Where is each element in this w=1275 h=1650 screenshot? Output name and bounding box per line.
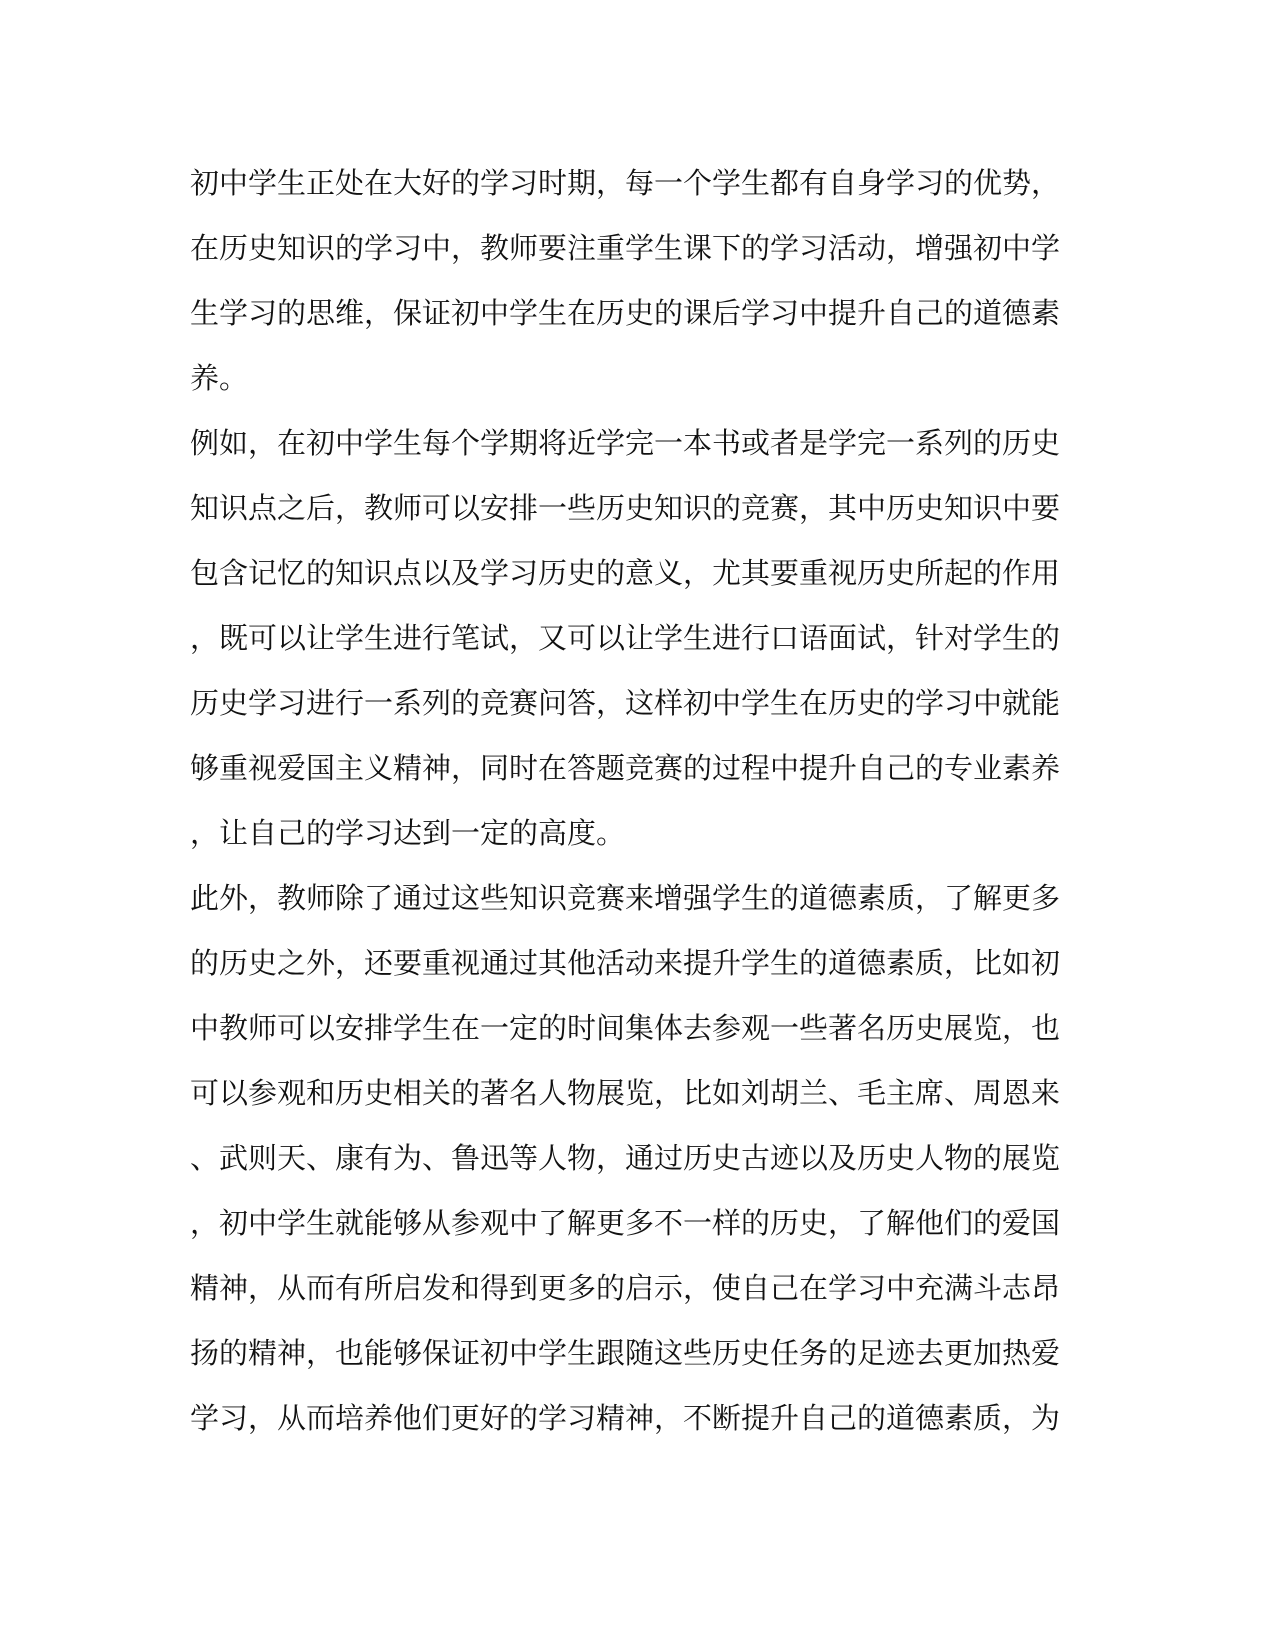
text-line: 生学习的思维，保证初中学生在历史的课后学习中提升自己的道德素 — [190, 296, 1061, 330]
text-line: 此外，教师除了通过这些知识竞赛来增强学生的道德素质，了解更多 — [190, 881, 1061, 915]
text-line: 学习，从而培养他们更好的学习精神，不断提升自己的道德素质，为 — [190, 1401, 1061, 1435]
text-line: 初中学生正处在大好的学习时期，每一个学生都有自身学习的优势， — [190, 166, 1061, 200]
text-line: 例如，在初中学生每个学期将近学完一本书或者是学完一系列的历史 — [190, 426, 1061, 460]
body-text — [190, 151, 1070, 1451]
text-line: ，既可以让学生进行笔试，又可以让学生进行口语面试，针对学生的 — [190, 621, 1061, 655]
text-line: 精神，从而有所启发和得到更多的启示，使自己在学习中充满斗志昂 — [190, 1271, 1061, 1305]
text-line: 包含记忆的知识点以及学习历史的意义，尤其要重视历史所起的作用 — [190, 556, 1061, 590]
text-line: 历史学习进行一系列的竞赛问答，这样初中学生在历史的学习中就能 — [190, 686, 1061, 720]
text-line: 扬的精神，也能够保证初中学生跟随这些历史任务的足迹去更加热爱 — [190, 1336, 1061, 1370]
text-line: 知识点之后，教师可以安排一些历史知识的竞赛，其中历史知识中要 — [190, 491, 1061, 525]
text-line: 的历史之外，还要重视通过其他活动来提升学生的道德素质，比如初 — [190, 946, 1061, 980]
text-line: 养。 — [190, 361, 249, 395]
text-line: 在历史知识的学习中，教师要注重学生课下的学习活动，增强初中学 — [190, 231, 1061, 265]
text-line: 中教师可以安排学生在一定的时间集体去参观一些著名历史展览，也 — [190, 1011, 1061, 1045]
text-line: 够重视爱国主义精神，同时在答题竞赛的过程中提升自己的专业素养 — [190, 751, 1061, 785]
text-line: ，初中学生就能够从参观中了解更多不一样的历史，了解他们的爱国 — [190, 1206, 1061, 1240]
text-line: 可以参观和历史相关的著名人物展览，比如刘胡兰、毛主席、周恩来 — [190, 1076, 1061, 1110]
text-line: 、武则天、康有为、鲁迅等人物，通过历史古迹以及历史人物的展览 — [190, 1141, 1061, 1175]
text-line: ，让自己的学习达到一定的高度。 — [190, 816, 626, 850]
